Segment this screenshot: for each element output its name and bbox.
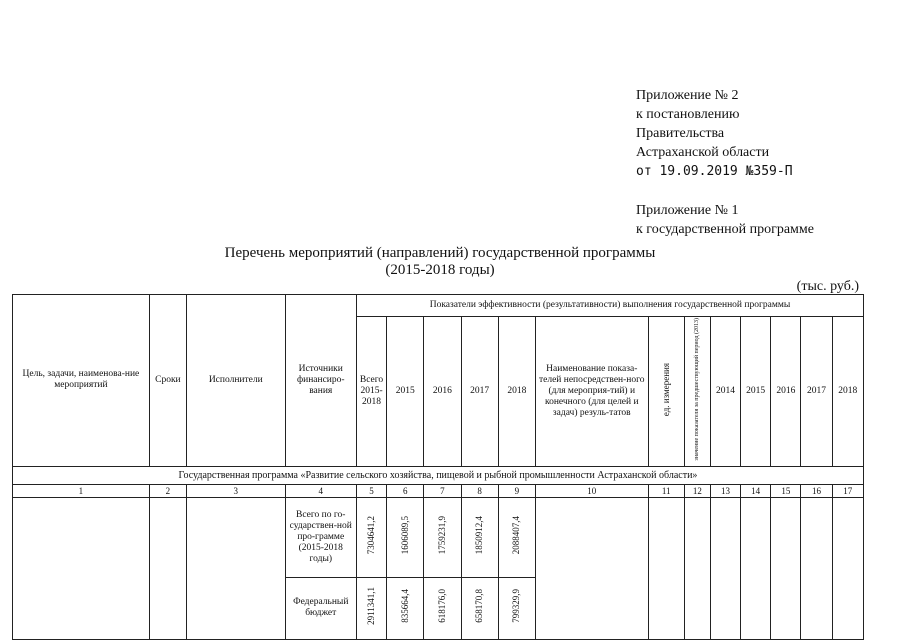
- col-ind-2014: 2014: [710, 317, 740, 467]
- value-cell: [424, 497, 461, 577]
- ind-cell: [741, 497, 771, 639]
- value-cell: [424, 577, 461, 639]
- col-ind-2017: 2017: [801, 317, 832, 467]
- indicator-name-cell: [535, 497, 648, 639]
- col-unit-text: ед. измерения: [660, 362, 671, 416]
- value-cell: [387, 497, 424, 577]
- col-number: 11: [648, 484, 684, 497]
- document-title: [150, 245, 730, 279]
- title-line-2: (2015-2018 годы): [385, 262, 495, 278]
- col-number: 14: [741, 484, 771, 497]
- col-indicator-name-header: Наименование показа-телей непосредствен-ного (для мероприя-тий) и конечного (для целей и задач) резуль-татов: [535, 317, 648, 467]
- indicators-header: Показатели эффективности (результативности) выполнения государственной программы: [356, 295, 863, 317]
- source-cell: Всего по го-сударствен-ной про-грамме (2015-2018 годы): [285, 497, 356, 577]
- col-goal-header: Цель, задачи, наименова-ние мероприятий: [13, 295, 150, 467]
- table-row: [13, 497, 864, 577]
- ind-cell: [710, 497, 740, 639]
- col-number: 8: [461, 484, 498, 497]
- col-ind-2016: 2016: [771, 317, 801, 467]
- header-date-line: от 19.09.2019 №359-П: [636, 164, 793, 179]
- col-number: 3: [186, 484, 285, 497]
- column-numbers-row: [13, 484, 864, 497]
- appendix-header: [636, 86, 814, 239]
- ind-cell: [801, 497, 832, 639]
- value-text: 835664,4: [399, 589, 410, 623]
- unit-cell: [648, 497, 684, 639]
- base-cell: [684, 497, 710, 639]
- measures-table: [12, 294, 864, 640]
- col-number: 9: [498, 484, 535, 497]
- col-number: 15: [771, 484, 801, 497]
- value-text: 1606089,5: [399, 515, 410, 555]
- goal-cell: [13, 497, 150, 639]
- exec-cell: [186, 497, 285, 639]
- value-text: 2911341,1: [366, 587, 377, 626]
- source-cell: Федеральный бюджет: [285, 577, 356, 639]
- col-number: 17: [832, 484, 863, 497]
- value-text: 2088407,4: [511, 515, 522, 555]
- program-title-cell: Государственная программа «Развитие сельского хозяйства, пищевой и рыбной промышленности Астраханской области»: [13, 466, 864, 484]
- value-cell: [356, 497, 386, 577]
- value-cell: [461, 497, 498, 577]
- appendix-2-label: Приложение № 2: [636, 88, 739, 103]
- col-number: 4: [285, 484, 356, 497]
- header-line-4: Астраханской области: [636, 145, 770, 160]
- ind-cell: [771, 497, 801, 639]
- col-number: 5: [356, 484, 386, 497]
- col-sources-header: Источники финансиро-вания: [285, 295, 356, 467]
- header-line-3: Правительства: [636, 126, 725, 141]
- col-terms-header: Сроки: [149, 295, 186, 467]
- col-unit-header: [648, 317, 684, 467]
- value-text: 1850912,4: [474, 515, 485, 555]
- col-exec-header: Исполнители: [186, 295, 285, 467]
- col-number: 10: [535, 484, 648, 497]
- col-base-header: [684, 317, 710, 467]
- col-year-2017: 2017: [461, 317, 498, 467]
- value-text: 7304641,2: [366, 515, 377, 555]
- header-line-7: к государственной программе: [636, 222, 814, 237]
- appendix-1-label: Приложение № 1: [636, 203, 739, 218]
- col-number: 12: [684, 484, 710, 497]
- header-line-2: к постановлению: [636, 107, 740, 122]
- col-ind-2018: 2018: [832, 317, 863, 467]
- value-cell: [498, 577, 535, 639]
- title-line-1: Перечень мероприятий (направлений) государственной программы: [224, 245, 656, 261]
- ind-cell: [832, 497, 863, 639]
- col-ind-2015: 2015: [741, 317, 771, 467]
- units-label: (тыс. руб.): [796, 279, 859, 294]
- col-number: 16: [801, 484, 832, 497]
- col-total-header: Всего 2015-2018: [356, 317, 386, 467]
- value-text: 618176,0: [436, 589, 447, 623]
- col-number: 6: [387, 484, 424, 497]
- value-cell: [387, 577, 424, 639]
- col-number: 1: [13, 484, 150, 497]
- col-number: 2: [149, 484, 186, 497]
- terms-cell: [149, 497, 186, 639]
- col-number: 13: [710, 484, 740, 497]
- header-row-1: [13, 295, 864, 317]
- col-year-2016: 2016: [424, 317, 461, 467]
- col-number: 7: [424, 484, 461, 497]
- value-cell: [461, 577, 498, 639]
- program-row: [13, 466, 864, 484]
- value-text: 658170,8: [474, 589, 485, 623]
- value-cell: [356, 577, 386, 639]
- col-year-2015: 2015: [387, 317, 424, 467]
- value-text: 799329,9: [511, 589, 522, 623]
- col-year-2018: 2018: [498, 317, 535, 467]
- value-text: 1759231,9: [436, 515, 447, 555]
- value-cell: [498, 497, 535, 577]
- header-gap: [636, 181, 814, 201]
- col-base-text: значение показателя за предшествующий период (2013): [693, 318, 700, 461]
